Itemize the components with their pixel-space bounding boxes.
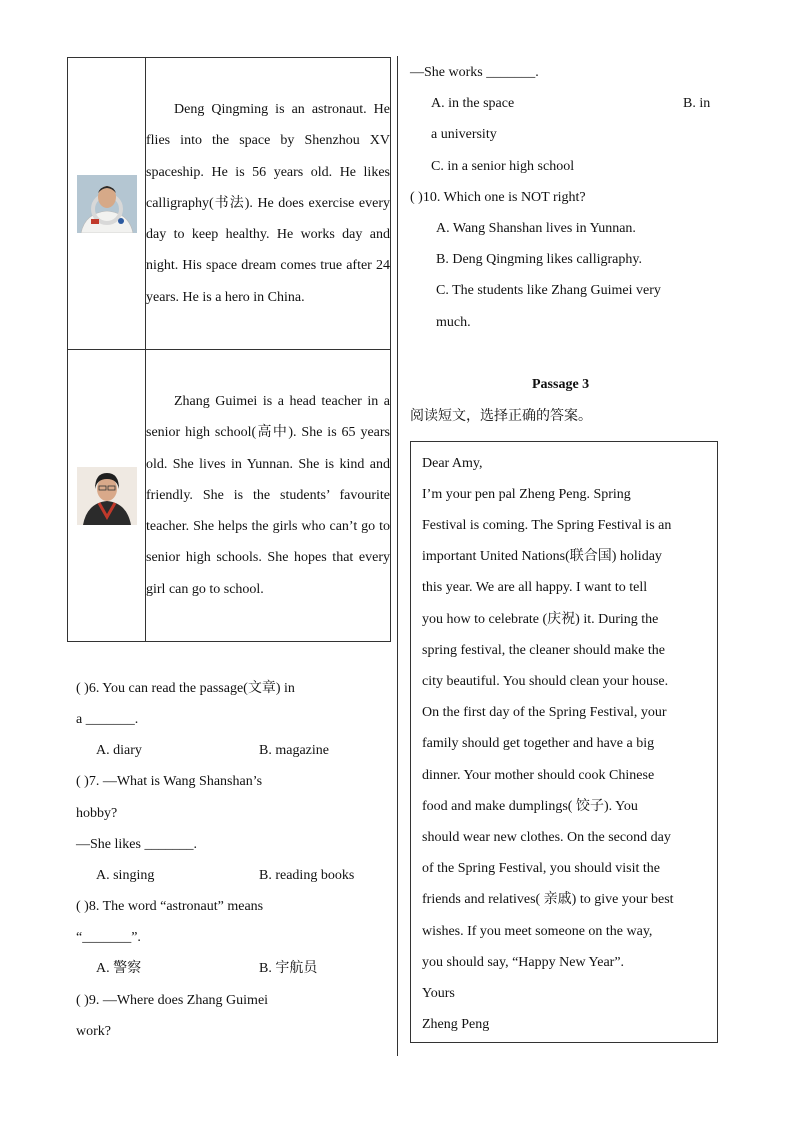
letter-line: spring festival, the cleaner should make the	[422, 643, 665, 658]
question-6-line-2: a _______.	[76, 712, 139, 727]
letter-box	[410, 441, 718, 1043]
question-9-option-b-cont: a university	[431, 127, 497, 142]
question-9-option-c[interactable]: C. in a senior high school	[431, 159, 575, 174]
question-10-option-c-cont: much.	[436, 315, 471, 330]
letter-line: this year. We are all happy. I want to tell	[422, 580, 648, 595]
astronaut-photo	[77, 175, 137, 233]
question-9-line-2: work?	[76, 1024, 111, 1039]
question-9-line-1: ( )9. —Where does Zhang Guimei	[76, 993, 269, 1008]
letter-line: city beautiful. You should clean your house.	[422, 674, 669, 689]
letter-line: Festival is coming. The Spring Festival is an	[422, 518, 672, 533]
letter-line: wishes. If you meet someone on the way,	[422, 924, 653, 939]
letter-line: should wear new clothes. On the second day	[422, 830, 671, 845]
letter-line: I’m your pen pal Zheng Peng. Spring	[422, 487, 631, 502]
letter-line: food and make dumplings( 饺子). You	[422, 799, 638, 814]
profile-text-zhang: Zhang Guimei is a head teacher in a senior high school(高中). She is 65 years old. She lives in Yunnan. She is kind and friendly. She is the students’ favourite teacher. She helps the girls who can’t go to senior high schools. She hopes that every girl can go to school.	[146, 394, 390, 597]
question-9-option-a[interactable]: A. in the space	[431, 96, 515, 111]
passage-instruction: 阅读短文，选择正确的答案。	[410, 408, 592, 424]
profile-text-deng: Deng Qingming is an astronaut. He flies into the space by Shenzhou XV spaceship. He is 56 years old. He likes calligraphy(书法). He does exercise every day to keep healthy. He works day and night. His space dream comes true after 24 years. He is a hero in China.	[146, 102, 390, 305]
question-6-line-1: ( )6. You can read the passage(文章) in	[76, 681, 295, 696]
letter-line: of the Spring Festival, you should visit the	[422, 861, 660, 876]
question-9-line-3: —She works _______.	[410, 65, 539, 80]
profile-table	[67, 57, 391, 642]
letter-line: you how to celebrate (庆祝) it. During the	[422, 612, 659, 627]
question-10-line-1: ( )10. Which one is NOT right?	[410, 190, 586, 205]
question-10-option-a[interactable]: A. Wang Shanshan lives in Yunnan.	[436, 221, 636, 236]
letter-line: On the first day of the Spring Festival, your	[422, 705, 667, 720]
question-7-line-1: ( )7. —What is Wang Shanshan’s	[76, 774, 263, 789]
question-8-line-2: “_______”.	[76, 930, 141, 945]
question-6-option-a[interactable]: A. diary	[96, 743, 142, 758]
letter-line: Zheng Peng	[422, 1017, 490, 1032]
question-7-option-a[interactable]: A. singing	[96, 868, 155, 883]
question-8-option-b[interactable]: B. 宇航员	[259, 961, 318, 976]
profile-row-zhang	[68, 350, 391, 642]
passage-title: Passage 3	[532, 377, 590, 392]
question-7-line-3: —She likes _______.	[76, 837, 197, 852]
letter-line: friends and relatives( 亲戚) to give your best	[422, 892, 674, 907]
question-10-option-c[interactable]: C. The students like Zhang Guimei very	[436, 283, 661, 298]
teacher-photo	[77, 467, 137, 525]
letter-line: dinner. Your mother should cook Chinese	[422, 768, 655, 783]
question-10-option-b[interactable]: B. Deng Qingming likes calligraphy.	[436, 252, 642, 267]
letter-line: Dear Amy,	[422, 456, 483, 471]
question-8-option-a[interactable]: A. 警察	[96, 961, 142, 976]
question-7-line-2: hobby?	[76, 806, 118, 821]
letter-line: you should say, “Happy New Year”.	[422, 955, 625, 970]
letter-line: family should get together and have a big	[422, 736, 655, 751]
question-9-option-b[interactable]: B. in	[683, 96, 711, 111]
question-7-option-b[interactable]: B. reading books	[259, 868, 355, 883]
letter-line: important United Nations(联合国) holiday	[422, 549, 662, 564]
column-divider	[397, 56, 398, 1056]
profile-row-deng	[68, 58, 391, 350]
question-8-line-1: ( )8. The word “astronaut” means	[76, 899, 264, 914]
letter-line: Yours	[422, 986, 455, 1001]
question-6-option-b[interactable]: B. magazine	[259, 743, 329, 758]
